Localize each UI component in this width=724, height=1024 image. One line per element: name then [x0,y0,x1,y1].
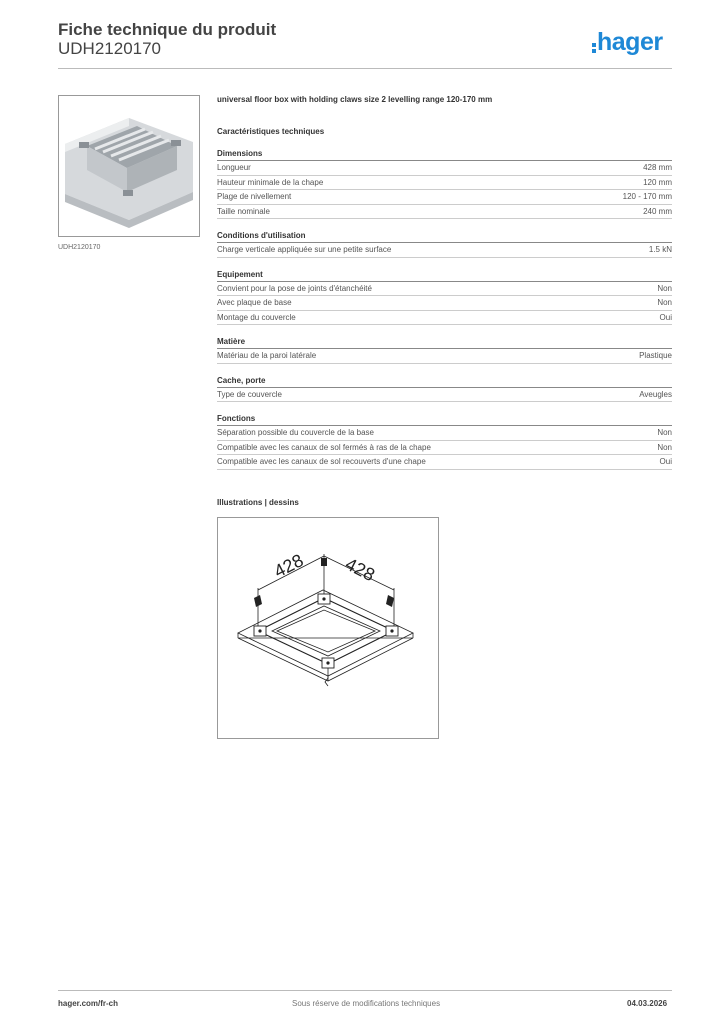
spec-section [217,270,672,326]
dimension-drawing [217,517,439,739]
spec-label: Plage de nivellement [217,192,292,201]
spec-value: Aveugles [639,389,672,399]
spec-label: Compatible avec les canaux de sol recouverts d'une chape [217,457,426,466]
footer-disclaimer: Sous réserve de modifications techniques [292,999,441,1008]
logo-square-icon [592,49,596,53]
spec-section [217,414,672,470]
logo-square-icon [592,43,596,47]
product-photo [58,95,200,237]
spec-row [217,311,672,326]
spec-row [217,161,672,176]
spec-row [217,426,672,441]
spec-label: Longueur [217,163,251,172]
spec-section-title: Equipement [217,270,672,282]
spec-label: Charge verticale appliquée sur une petite surface [217,245,392,254]
spec-section [217,376,672,403]
spec-value: Oui [659,312,672,322]
spec-label: Avec plaque de base [217,298,292,307]
spec-row [217,296,672,311]
spec-section-title: Dimensions [217,149,672,161]
spec-row [217,176,672,191]
spec-sections [217,149,672,470]
photo-caption: UDH2120170 [58,244,101,251]
spec-row [217,455,672,470]
spec-row [217,388,672,403]
product-description: universal floor box with holding claws size 2 levelling range 120-170 mm [217,95,493,104]
spec-label: Compatible avec les canaux de sol fermés à ras de la chape [217,442,431,452]
spec-section [217,337,672,364]
spec-label: Séparation possible du couvercle de la base [217,428,374,437]
specifications-panel [217,95,672,482]
spec-row [217,349,672,364]
spec-value: Non [657,283,672,293]
spec-value: 1.5 kN [648,245,672,254]
spec-section-title: Conditions d'utilisation [217,231,672,243]
footer-divider [58,990,672,991]
spec-value: Oui [659,457,672,466]
spec-section [217,231,672,258]
spec-section [217,149,672,219]
spec-label: Convient pour la pose de joints d'étanchéité [217,283,372,293]
spec-label: Type de couvercle [217,389,282,399]
spec-row [217,282,672,297]
spec-label: Hauteur minimale de la chape [217,177,324,187]
spec-row [217,441,672,456]
spec-row [217,205,672,220]
spec-section-title: Matière [217,337,672,349]
dimension-label-right: 428 [342,553,379,586]
spec-value: 120 mm [643,177,672,187]
spec-label: Montage du couvercle [217,312,296,322]
footer-date: 04.03.2026 [627,999,668,1008]
document-title: Fiche technique du produit [58,20,277,39]
logo-text: hager [597,28,663,56]
product-reference: UDH2120170 [58,39,162,58]
footer-website[interactable]: hager.com/fr-ch [58,999,119,1008]
illustrations-heading: Illustrations | dessins [217,498,299,507]
spec-section-title: Cache, porte [217,376,672,388]
spec-row [217,190,672,205]
floor-box-drawing-icon [218,518,438,738]
specs-heading: Caractéristiques techniques [217,127,325,136]
floor-box-photo-icon [59,96,199,236]
spec-value: Non [657,428,672,437]
spec-value: 240 mm [643,206,672,216]
spec-value: Plastique [639,351,672,360]
dimension-label-left: 428 [270,550,307,582]
spec-value: 120 - 170 mm [622,192,672,201]
spec-row [217,243,672,258]
spec-label: Matériau de la paroi latérale [217,351,317,360]
spec-value: 428 mm [643,163,672,172]
header-divider [58,68,672,69]
spec-value: Non [657,298,672,307]
spec-section-title: Fonctions [217,414,672,426]
spec-label: Taille nominale [217,206,270,216]
hager-logo[interactable] [592,28,663,57]
spec-value: Non [657,442,672,452]
